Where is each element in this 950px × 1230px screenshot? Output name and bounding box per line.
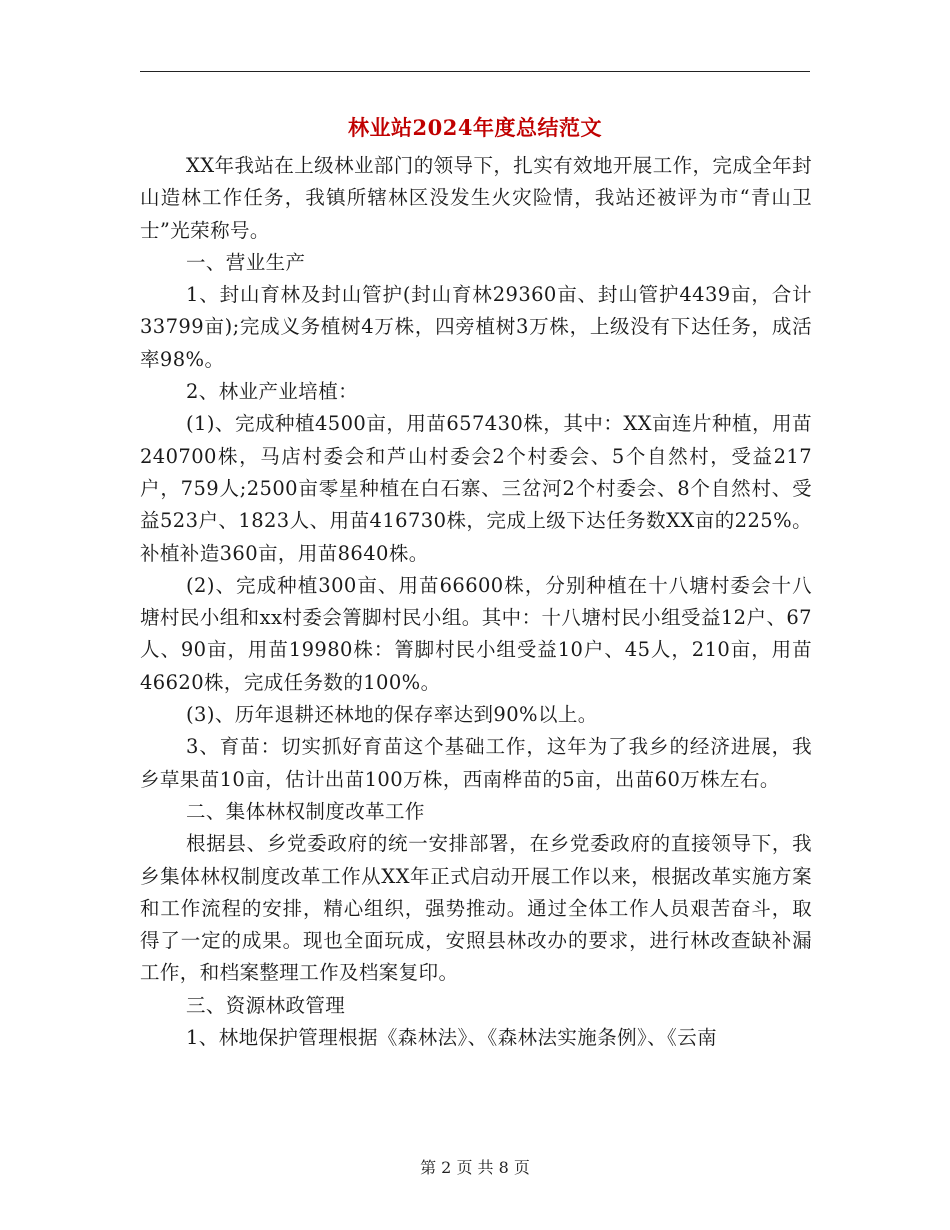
header-rule: [140, 71, 810, 72]
paragraph-item-2: 2、林业产业培植：: [186, 380, 359, 404]
document-title: 林业站2024年度总结范文: [348, 115, 602, 140]
paragraph-item-1: 1、封山育林及封山管护(封山育林29360亩、封山管护4439亩，合计33799亩);完成义务植树4万株，四旁植树3万株，上级没有下达任务，成活率98%。: [140, 283, 812, 371]
paragraph-subitem-2: (2)、完成种植300亩、用苗66600株，分别种植在十八塘村委会十八塘村民小组和xx村委会箐脚村民小组。其中：十八塘村民小组受益12户、67人、90亩，用苗19980株：箐脚村民小组受益10户、45人，210亩，用苗46620株，完成任务数的100%。: [140, 573, 812, 694]
paragraph-land-protection: 1、林地保护管理根据《森林法》、《森林法实施条例》、《云南: [186, 1026, 718, 1050]
paragraph-subitem-1: (1)、完成种植4500亩，用苗657430株，其中：XX亩连片种植，用苗240700株，马店村委会和芦山村委会2个村委会、5个自然村，受益217户，759人;2500亩零星种植在白石寨、三岔河2个村委会、8个自然村、受益523户、1823人、用苗416730株，完成上级下达任务数XX亩的225%。补植补造360亩，用苗8640株。: [140, 412, 812, 565]
document-body: [140, 150, 812, 1054]
section-heading-forest-reform: 二、集体林权制度改革工作: [186, 799, 425, 823]
section-heading-production: 一、营业生产: [186, 250, 306, 274]
paragraph-subitem-3: (3)、历年退耕还林地的保存率达到90%以上。: [186, 703, 598, 727]
paragraph-intro: XX年我站在上级林业部门的领导下，扎实有效地开展工作，完成全年封山造林工作任务，我镇所辖林区没发生火灾险情，我站还被评为市“青山卫士”光荣称号。: [140, 154, 812, 242]
paragraph-reform: 根据县、乡党委政府的统一安排部署，在乡党委政府的直接领导下，我乡集体林权制度改革工作从XX年正式启动开展工作以来，根据改革实施方案和工作流程的安排，精心组织，强势推动。通过全体工作人员艰苦奋斗，取得了一定的成果。现也全面玩成，安照县林改办的要求，进行林改查缺补漏工作，和档案整理工作及档案复印。: [140, 832, 812, 985]
paragraph-item-3: 3、育苗：切实抓好育苗这个基础工作，这年为了我乡的经济进展，我乡草果苗10亩，估计出苗100万株，西南桦苗的5亩，出苗60万株左右。: [140, 735, 812, 791]
section-heading-resource-management: 三、资源林政管理: [186, 993, 346, 1017]
page-number-footer: 第 2 页 共 8 页: [420, 1158, 530, 1177]
